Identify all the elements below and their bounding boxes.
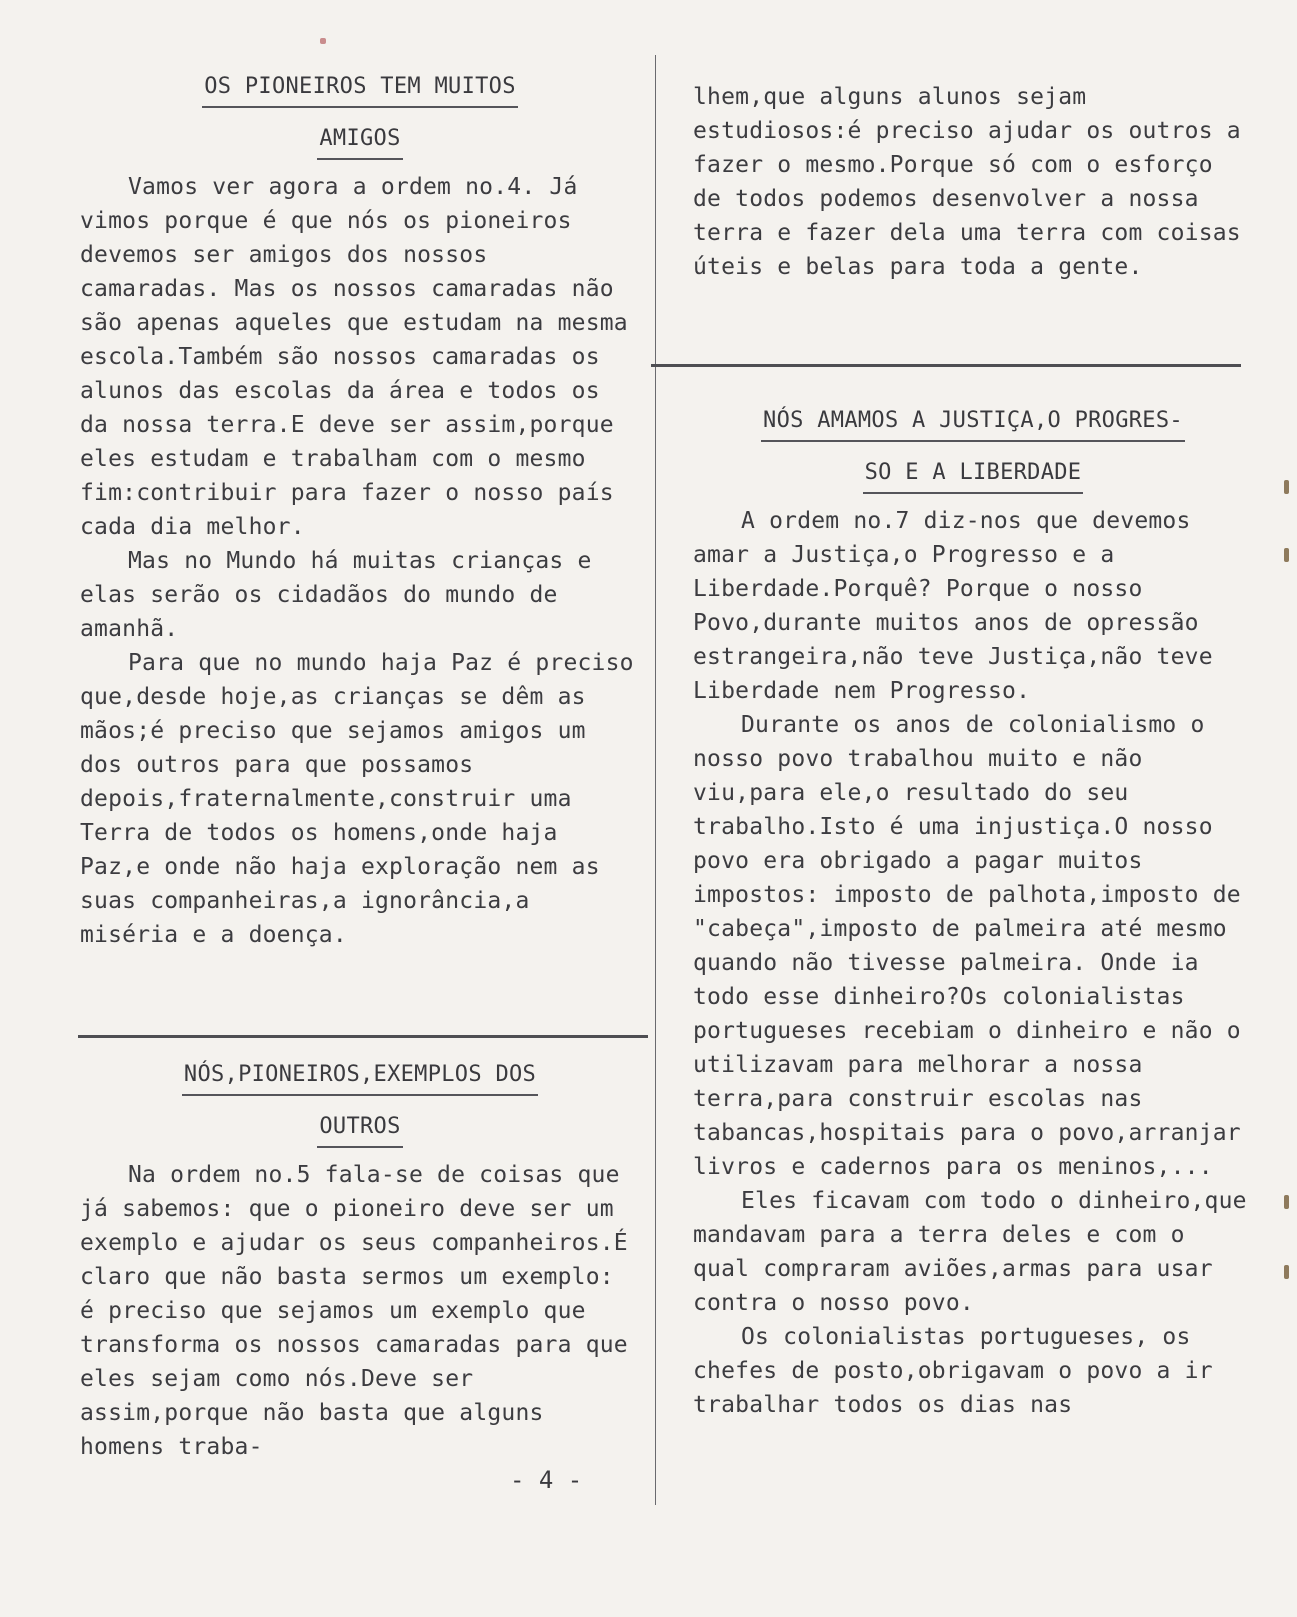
section-title-line2: SO E A LIBERDADE [863, 456, 1084, 494]
section-title [80, 122, 640, 160]
paragraph: Mas no Mundo há muitas crianças e elas serão os cidadãos do mundo de amanhã. [80, 548, 606, 642]
section-title [80, 1058, 640, 1096]
edge-mark [1284, 1265, 1289, 1279]
paragraph: Durante os anos de colonialismo o nosso povo trabalhou muito e não viu,para ele,o resultado do seu trabalho.Isto é uma injustiça.O nosso povo era obrigado a pagar muitos impostos: imposto de palhota,imposto de "cabeça",imposto de palmeira até mesmo quando não tivesse palmeira. Onde ia todo esse dinheiro?Os colonialistas portugueses recebiam o dinheiro e não o utilizavam para melhorar a nossa terra,para construir escolas nas tabancas,hospitais para o povo,arranjar livros e cadernos para os meninos,... [693, 712, 1255, 1180]
section-title [80, 70, 640, 108]
column-divider [655, 55, 656, 1505]
section-title-line2: OUTROS [317, 1110, 402, 1148]
section-title-line1: NÓS,PIONEIROS,EXEMPLOS DOS [182, 1058, 538, 1096]
section-title [693, 456, 1253, 494]
section-divider [651, 364, 1241, 367]
section-title-line1: NÓS AMAMOS A JUSTIÇA,O PROGRES- [761, 404, 1185, 442]
section-divider [78, 1035, 648, 1038]
edge-mark [1284, 548, 1289, 562]
section-title-line1: OS PIONEIROS TEM MUITOS [202, 70, 518, 108]
paragraph: Na ordem no.5 fala-se de coisas que já sabemos: que o pioneiro deve ser um exemplo e ajudar os seus companheiros.É claro que não basta sermos um exemplo: é preciso que sejamos um exemplo que transforma os nossos camaradas para que eles sejam como nós.Deve ser assim,porque não basta que alguns homens traba- [80, 1162, 642, 1460]
edge-mark [1284, 480, 1289, 494]
paragraph: Vamos ver agora a ordem no.4. Já vimos porque é que nós os pioneiros devemos ser amigos dos nossos camaradas. Mas os nossos camaradas não são apenas aqueles que estudam na mesma escola.Também são nossos camaradas os alunos das escolas da área e todos os da nossa terra.E deve ser assim,porque eles estudam e trabalham com o mesmo fim:contribuir para fazer o nosso país cada dia melhor. [80, 174, 642, 540]
paragraph: Os colonialistas portugueses, os chefes de posto,obrigavam o povo a ir trabalhar todos os dias nas [693, 1324, 1227, 1418]
paragraph: Eles ficavam com todo o dinheiro,que mandavam para a terra deles e com o qual compraram aviões,armas para usar contra o nosso povo. [693, 1188, 1261, 1316]
page-number: - 4 - [510, 1466, 583, 1494]
section-justica [693, 404, 1261, 1422]
paragraph: A ordem no.7 diz-nos que devemos amar a Justiça,o Progresso e a Liberdade.Porquê? Porque o nosso Povo,durante muitos anos de opressão estrangeira,não teve Justiça,não teve Liberdade nem Progresso. [693, 508, 1227, 704]
ink-mark [320, 38, 326, 44]
paragraph: Para que no mundo haja Paz é preciso que,desde hoje,as crianças se dêm as mãos;é preciso que sejamos amigos um dos outros para que possamos depois,fraternalmente,construir uma Terra de todos os homens,onde haja Paz,e onde não haja exploração nem as suas companheiras,a ignorância,a miséria e a doença. [80, 650, 648, 948]
edge-mark [1284, 1195, 1289, 1209]
section-title-line2: AMIGOS [317, 122, 402, 160]
section-title [693, 404, 1253, 442]
section-title [80, 1110, 640, 1148]
continued-paragraph: lhem,que alguns alunos sejam estudiosos:é preciso ajudar os outros a fazer o mesmo.Porque só com o esforço de todos podemos desenvolver a nossa terra e fazer dela uma terra com coisas úteis e belas para toda a gente. [693, 84, 1255, 280]
section-pioneiros-amigos [80, 70, 648, 952]
section-exemplos [80, 1058, 640, 1464]
